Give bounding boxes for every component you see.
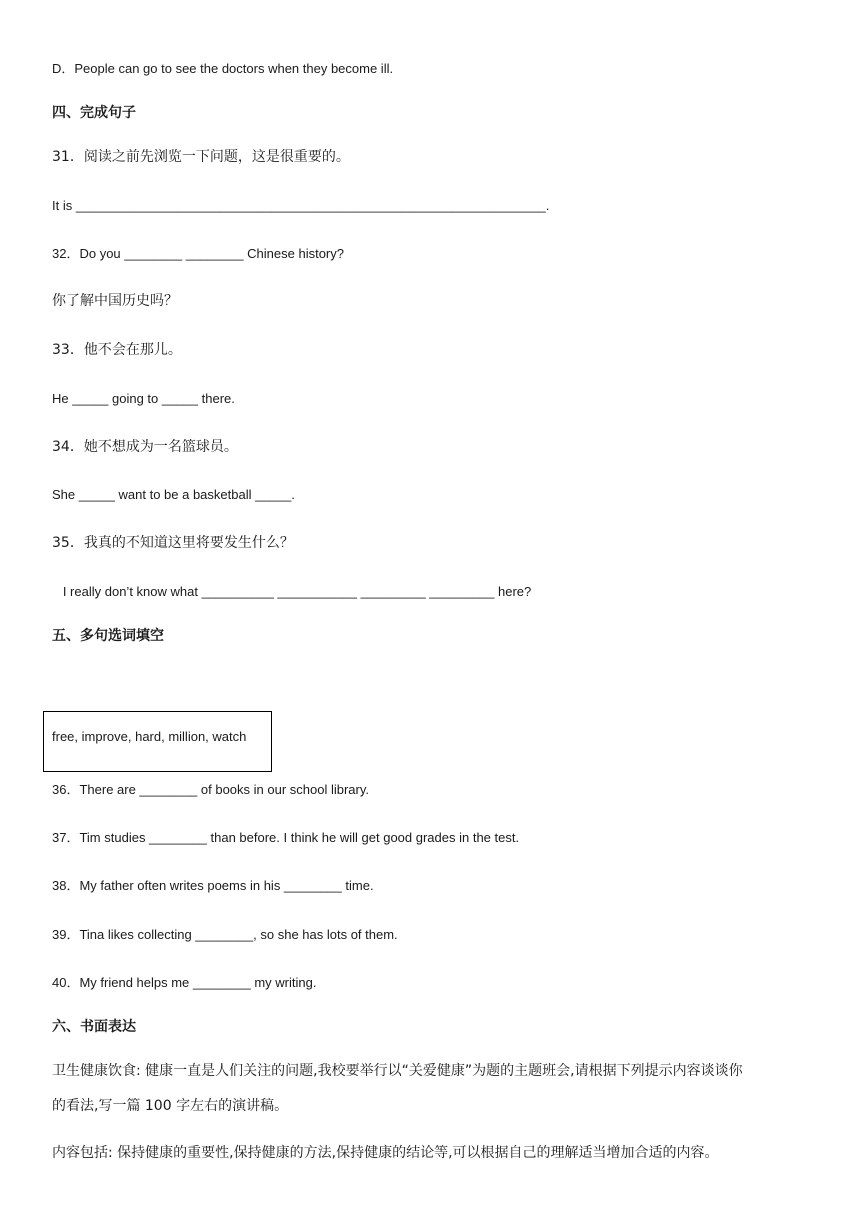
q31-chinese: 31．阅读之前先浏览一下问题，这是很重要的。 [52,149,350,165]
writing-prompt-line-2: 的看法,写一篇 100 字左右的演讲稿。 [52,1098,289,1114]
q33-english: He _____ going to _____ there. [52,391,235,406]
q33-chinese: 33．他不会在那儿。 [52,342,182,358]
q36: 36．There are ________ of books in our school library. [52,782,370,797]
q38: 38．My father often writes poems in his ________ time. [52,878,374,893]
word-bank-box [43,711,272,772]
q37: 37．Tim studies ________ than before. I think he will get good grades in the test. [52,830,520,845]
q34-chinese: 34．她不想成为一名篮球员。 [52,439,238,455]
q31-english: It is _________________________________________________________________. [52,198,550,213]
q40: 40．My friend helps me ________ my writing. [52,975,317,990]
writing-prompt-line-1: 卫生健康饮食: 健康一直是人们关注的问题,我校要举行以“关爱健康”为题的主题班会,请根据下列提示内容谈谈你 [52,1063,743,1079]
prev-question-option-d: D．People can go to see the doctors when they become ill. [52,61,394,76]
section-6-heading: 六、书面表达 [52,1019,136,1035]
q32-english: 32．Do you ________ ________ Chinese history? [52,246,344,261]
q39: 39．Tina likes collecting ________, so she has lots of them. [52,927,398,942]
q35-chinese: 35．我真的不知道这里将要发生什么？ [52,535,294,551]
section-5-heading: 五、多句选词填空 [52,628,164,644]
q35-english: I really don’t know what __________ ___________ _________ _________ here? [52,584,532,599]
word-bank-text: free, improve, hard, million, watch [52,729,247,744]
q34-english: She _____ want to be a basketball _____. [52,487,295,502]
section-4-heading: 四、完成句子 [52,105,136,121]
writing-content-requirements: 内容包括: 保持健康的重要性,保持健康的方法,保持健康的结论等,可以根据自己的理解适当增加合适的内容。 [52,1145,719,1161]
q32-chinese: 你了解中国历史吗？ [52,293,178,309]
